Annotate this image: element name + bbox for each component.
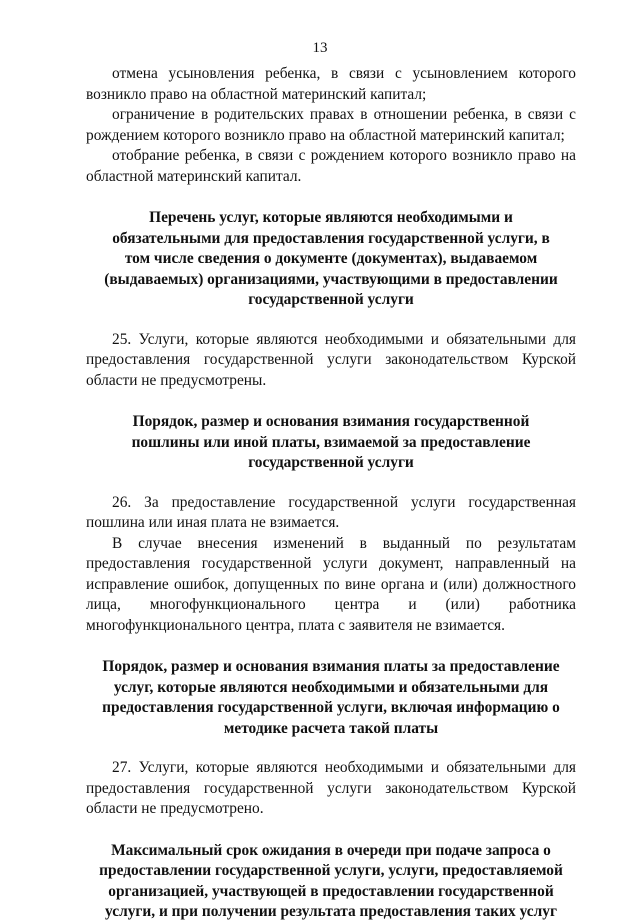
section-heading-state-fee: Порядок, размер и основания взимания государственной пошлины или иной платы, взимаемой за предоставление государственной услуги xyxy=(131,413,531,471)
section-heading-queue-waiting-time: Максимальный срок ожидания в очереди при подаче запроса о предоставлении государственной услуги, услуги, предоставляемой организацией, участвующей в предоставлении государственной услуги, и при получении результата предоставления таких услуг xyxy=(99,841,563,920)
section-heading-required-services: Перечень услуг, которые являются необходимыми и обязательными для предоставления государственной услуги, в том числе сведения о документе (документах), выдаваемом (выдаваемых) организациями, участвующими в предоставлении государственной услуги xyxy=(104,209,558,308)
paragraph-25: 25. Услуги, которые являются необходимыми и обязательными для предоставления государственной услуги законодательством Курской области не предусмотрены. xyxy=(86,330,576,389)
paragraph-adoption-cancel: отмена усыновления ребенка, в связи с усыновлением которого возникло право на областной материнский капитал; xyxy=(86,65,576,103)
paragraph-26: 26. За предоставление государственной услуги государственная пошлина или иная плата не взимается. xyxy=(86,493,576,531)
paragraph-27: 27. Услуги, которые являются необходимыми и обязательными для предоставления государственной услуги законодательством Курской области не предусмотрено. xyxy=(86,759,576,817)
section-heading-fee-for-services: Порядок, размер и основания взимания платы за предоставление услуг, которые являются необходимыми и обязательными для предоставления государственной услуги, включая информацию о методике расчета такой платы xyxy=(102,658,560,737)
paragraph-child-removal: отобрание ребенка, в связи с рождением которого возникло право на областной материнский капитал. xyxy=(86,147,576,185)
document-body xyxy=(86,64,576,923)
page-number: 13 xyxy=(312,40,328,56)
paragraph-parental-rights-limit: ограничение в родительских правах в отношении ребенка, в связи с рождением которого возникло право на областной материнский капитал; xyxy=(86,106,576,144)
paragraph-document-correction: В случае внесения изменений в выданный по результатам предоставления государственной услуги документ, направленный на исправление ошибок, допущенных по вине органа и (или) должностного лица, многофункционального центра и (или) работника многофункционального центра, плата с заявителя не взимается. xyxy=(86,534,576,634)
